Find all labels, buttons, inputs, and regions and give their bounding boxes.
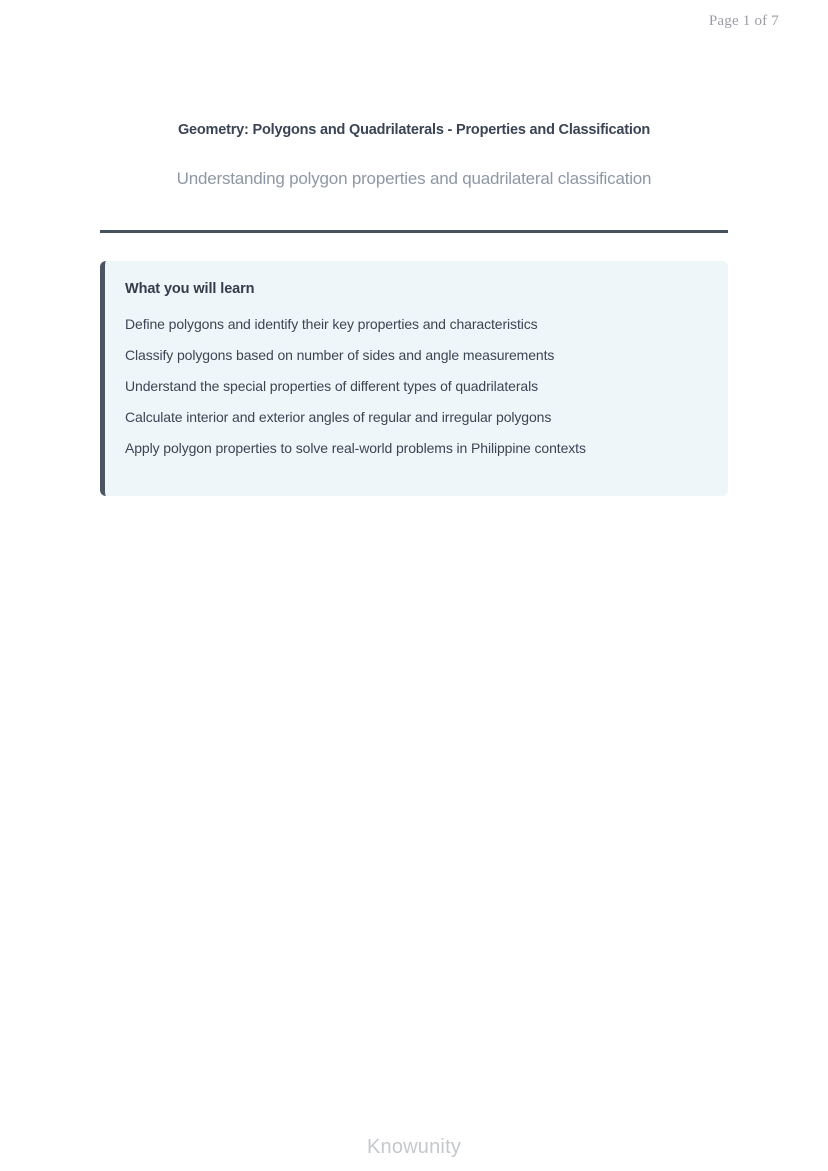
document-title: Geometry: Polygons and Quadrilaterals - Properties and Classification [177,122,651,138]
list-item: Define polygons and identify their key properties and characteristics [125,316,538,332]
learning-objectives-list [125,309,704,464]
list-item: Classify polygons based on number of sides and angle measurements [125,347,555,363]
title-divider [100,230,728,233]
page-footer [0,1135,828,1159]
list-item: Calculate interior and exterior angles of regular and irregular polygons [125,409,552,425]
brand-watermark: Knowunity [366,1136,462,1158]
list-item: Understand the special properties of different types of quadrilaterals [125,378,538,394]
list-item: Apply polygon properties to solve real-world problems in Philippine contexts [125,440,586,456]
document-subtitle: Understanding polygon properties and quadrilateral classification [176,169,652,188]
learning-objectives-box [100,261,728,496]
page-number-indicator: Page 1 of 7 [708,13,779,29]
page-content [0,0,828,496]
learning-objectives-heading: What you will learn [125,281,255,297]
